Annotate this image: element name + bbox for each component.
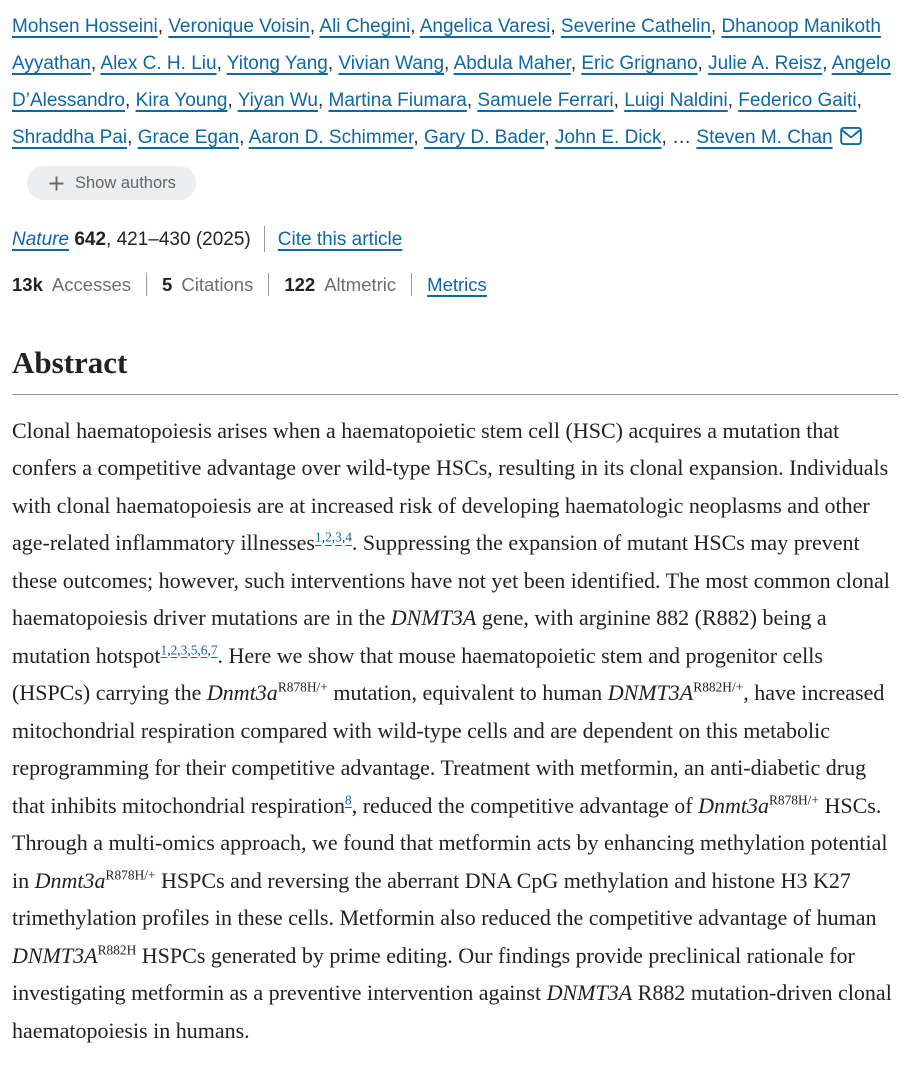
author-link[interactable]: Grace Egan xyxy=(137,127,240,148)
author-separator: , xyxy=(413,127,424,148)
author-separator: , xyxy=(697,53,709,74)
abstract-text-run: R882 mutation-driven clonal haematopoiesis in humans. xyxy=(12,980,892,1043)
citations-count: 5 xyxy=(162,273,173,295)
envelope-icon[interactable] xyxy=(840,121,862,158)
section-divider xyxy=(12,394,898,395)
cite-this-article-link[interactable]: Cite this article xyxy=(277,229,403,250)
abstract-text-run: HSCs. Through a multi-omics approach, we found that metformin acts by enhancing methylation potential in xyxy=(12,792,888,893)
volume-number: 642 xyxy=(74,229,107,250)
author-link[interactable]: Abdula Maher xyxy=(453,53,571,74)
author-separator: , xyxy=(466,90,478,111)
author-separator: , xyxy=(727,90,739,111)
altmetric-count: 122 xyxy=(284,273,316,295)
author-separator: , xyxy=(613,90,625,111)
author-link[interactable]: Angelo D’Alessandro xyxy=(12,53,891,111)
author-link[interactable]: Aaron D. Schimmer xyxy=(248,127,414,148)
journal-link[interactable]: Nature xyxy=(12,229,70,250)
abstract-text-run: mutation, equivalent to human xyxy=(327,680,608,706)
author-separator: , xyxy=(239,127,249,148)
author-link[interactable]: Yiyan Wu xyxy=(237,90,318,111)
allele-superscript: R878H/+ xyxy=(105,867,156,883)
reference-link[interactable]: 2 xyxy=(170,642,178,658)
metrics-bar xyxy=(12,273,898,296)
allele-superscript: R878H/+ xyxy=(768,792,819,808)
divider-bar xyxy=(264,226,265,252)
author-separator: , xyxy=(157,16,169,37)
abstract-text-run: gene, with arginine 882 (R882) being a mutation hotspot xyxy=(12,605,827,668)
gene-name: Dnmt3a xyxy=(206,680,278,706)
gene-name: DNMT3A xyxy=(607,680,694,706)
allele-superscript: R882H/+ xyxy=(693,679,744,695)
author-separator: , xyxy=(544,127,555,148)
author-separator: , xyxy=(227,90,238,111)
author-link[interactable]: Samuele Ferrari xyxy=(477,90,614,111)
author-link[interactable]: Eric Grignano xyxy=(581,53,698,74)
author-separator: , xyxy=(444,53,454,74)
author-link[interactable]: Ali Chegini xyxy=(319,16,411,37)
citation-line xyxy=(12,226,898,252)
reference-link[interactable]: 4 xyxy=(345,529,352,545)
gene-name: Dnmt3a xyxy=(698,792,769,818)
author-link[interactable]: Angelica Varesi xyxy=(419,16,551,37)
author-link[interactable]: Yitong Yang xyxy=(226,53,328,74)
author-link[interactable]: Luigi Naldini xyxy=(624,90,728,111)
allele-superscript: R882H xyxy=(97,942,137,958)
abstract-text xyxy=(12,412,898,1050)
reference-link[interactable]: 5 xyxy=(190,642,198,658)
abstract-text-run: HSPCs and reversing the aberrant DNA CpG methylation and histone H3 K27 trimethylation profiles in these cells. Metformin also reduced the competitive advantage of human xyxy=(12,867,877,931)
reference-link[interactable]: 7 xyxy=(210,642,218,658)
author-separator: , xyxy=(327,53,339,74)
divider-bar xyxy=(411,273,412,296)
reference-link[interactable]: 1 xyxy=(315,529,322,545)
et-al-ellipsis: … xyxy=(672,127,697,148)
author-link[interactable]: Severine Cathelin xyxy=(560,16,711,37)
accesses-label: Accesses xyxy=(51,273,132,295)
abstract-text-run: . Here we show that mouse haematopoietic stem and progenitor cells (HSPCs) carrying the xyxy=(12,642,823,706)
reference-link[interactable]: 3 xyxy=(335,529,342,545)
author-separator: , xyxy=(125,90,136,111)
gene-name: Dnmt3a xyxy=(34,867,106,893)
metrics-link[interactable]: Metrics xyxy=(427,273,487,295)
gene-name: DNMT3A xyxy=(546,980,633,1006)
show-authors-label: Show authors xyxy=(75,173,176,192)
author-separator: , xyxy=(822,53,832,74)
author-link[interactable]: Julie A. Reisz xyxy=(708,53,823,74)
accesses-count: 13k xyxy=(12,273,43,295)
author-link[interactable]: Dhanoop Manikoth Ayyathan xyxy=(12,16,881,74)
author-link[interactable]: Shraddha Pai xyxy=(12,127,128,148)
reference-superscript xyxy=(345,792,352,807)
author-separator: , xyxy=(550,16,561,37)
gene-name: DNMT3A xyxy=(390,605,477,631)
abstract-text-run: . Suppressing the expansion of mutant HSCs may prevent these outcomes; however, such interventions have not yet been identified. The most common clonal haematopoiesis driver mutations are in the xyxy=(12,530,890,631)
author-link[interactable]: Veronique Voisin xyxy=(168,16,310,37)
reference-superscript: 1,2,3,5,6,7 xyxy=(160,642,218,658)
author-link[interactable]: Martina Fiumara xyxy=(328,90,467,111)
author-separator: , xyxy=(570,53,582,74)
abstract-text-run: , have increased mitochondrial respiration compared with wild-type cells and are dependent on this metabolic reprogramming for their competitive advantage. Treatment with metformin, an anti-diabetic drug that inhibits mitochondrial respiration xyxy=(12,680,885,818)
reference-link[interactable]: 1 xyxy=(160,642,168,658)
plus-icon xyxy=(47,174,66,193)
reference-link[interactable]: 2 xyxy=(325,529,332,545)
author-link[interactable]: Alex C. H. Liu xyxy=(100,53,217,74)
abstract-text-run: HSPCs generated by prime editing. Our findings provide preclinical rationale for investigating metformin as a preventive intervention against xyxy=(12,942,855,1006)
author-separator: , xyxy=(90,53,101,74)
gene-name: DNMT3A xyxy=(12,942,98,968)
abstract-text-run: , reduced the competitive advantage of xyxy=(351,792,699,818)
author-separator: , xyxy=(710,16,722,37)
author-separator: , xyxy=(127,127,138,148)
author-link[interactable]: Vivian Wang xyxy=(338,53,445,74)
reference-link[interactable]: 6 xyxy=(200,642,208,658)
author-separator: , xyxy=(661,127,673,148)
author-separator: , xyxy=(309,16,320,37)
author-separator: , xyxy=(216,53,227,74)
corresponding-author-link[interactable]: Steven M. Chan xyxy=(696,127,833,148)
author-link[interactable]: Mohsen Hosseini xyxy=(12,16,158,37)
abstract-heading: Abstract xyxy=(12,345,128,380)
author-link[interactable]: Federico Gaiti xyxy=(738,90,857,111)
author-separator: , xyxy=(317,90,329,111)
altmetric-label: Altmetric xyxy=(324,273,397,295)
author-list xyxy=(12,8,898,158)
author-link[interactable]: Kira Young xyxy=(135,90,228,111)
reference-superscript: 1,2,3,4 xyxy=(315,529,352,545)
show-authors-button[interactable] xyxy=(27,166,196,200)
allele-superscript: R878H/+ xyxy=(277,679,328,695)
reference-link[interactable]: 8 xyxy=(345,792,352,808)
divider-bar xyxy=(146,273,147,296)
author-link[interactable]: John E. Dick xyxy=(554,127,662,148)
citations-label: Citations xyxy=(181,273,254,295)
abstract-text-run: Clonal haematopoiesis arises when a haematopoietic stem cell (HSC) acquires a mutation that confers a competitive advantage over wild-type HSCs, resulting in its clonal expansion. Individuals with clonal haematopoiesis are at increased risk of developing haematologic neoplasms and other age-related inflammatory illnesses xyxy=(12,417,889,556)
author-separator: , xyxy=(856,90,862,111)
divider-bar xyxy=(268,273,269,296)
author-separator: , xyxy=(410,16,420,37)
reference-link[interactable]: 3 xyxy=(180,642,188,658)
author-link[interactable]: Gary D. Bader xyxy=(423,127,545,148)
pages-year: , 421–430 (2025) xyxy=(106,229,251,250)
